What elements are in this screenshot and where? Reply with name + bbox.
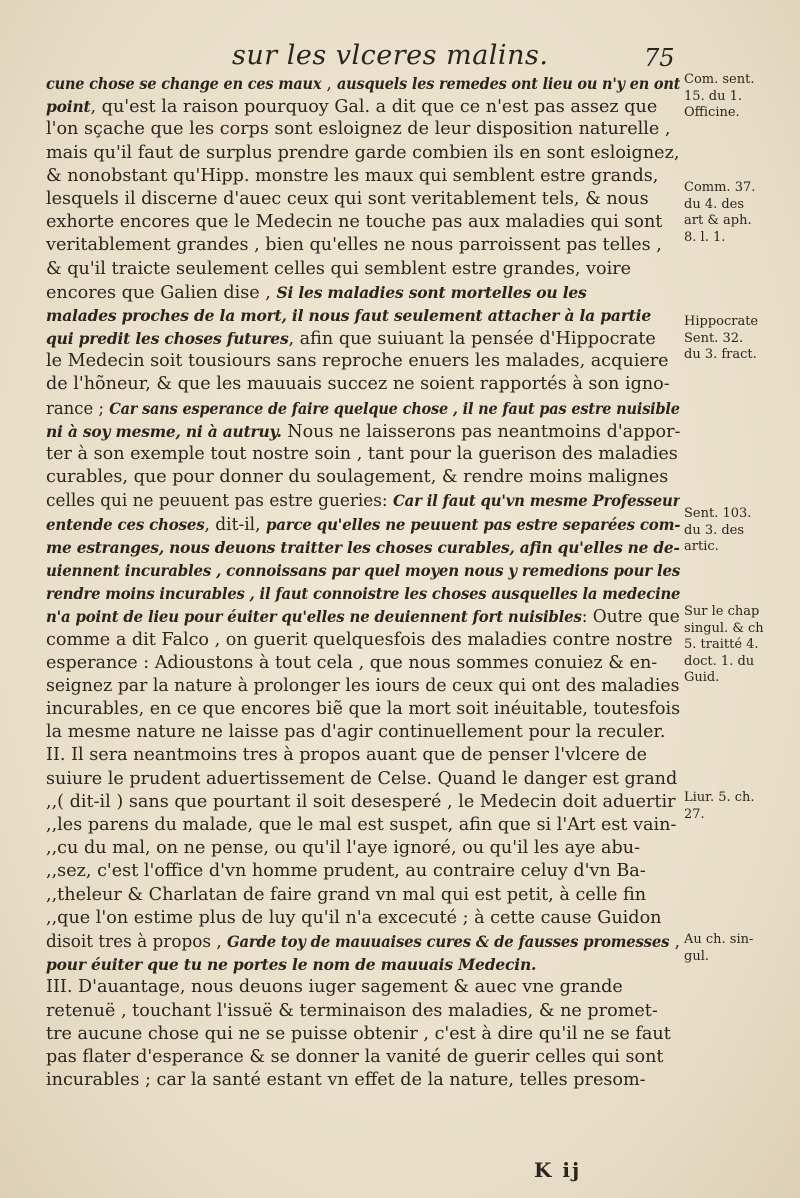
text-line <box>46 837 680 860</box>
text-line <box>46 768 680 791</box>
text-segment: , dit-il, <box>204 514 266 535</box>
text-line <box>46 1046 680 1069</box>
text-line <box>46 791 680 814</box>
text-line <box>46 605 680 628</box>
margin-note <box>684 790 796 823</box>
margin-note-line: Sent. 103. <box>684 506 752 521</box>
margin-note-line: Comm. 37. <box>684 180 756 195</box>
italic-segment: malades proches de la mort, il nous faut seulement attacher à la partie <box>46 305 651 325</box>
text-segment: , <box>669 931 680 952</box>
text-line <box>46 582 680 605</box>
italic-segment: uiennent incurables , connoissans par quel moyen nous y remedions pour les <box>46 560 681 580</box>
text-line <box>46 327 680 350</box>
text-segment: ,,cu du mal, on ne pense, ou qu'il l'aye ignoré, ou qu'il les aye abu- <box>46 838 641 859</box>
text-line <box>46 1000 680 1023</box>
italic-segment: Garde toy de mauuaises cures & de fausses promesses <box>227 931 670 951</box>
signature-mark: K ij <box>534 1158 582 1182</box>
text-segment: & qu'il traicte seulement celles qui semblent estre grandes, voire <box>46 258 632 279</box>
text-line <box>46 95 680 118</box>
text-segment: , afin que suiuant la pensée d'Hippocrate <box>288 329 656 350</box>
margin-note-line: du 3. des <box>684 522 745 538</box>
text-segment: ,,( dit-il ) sans que pourtant il soit desesperé , le Medecin doit aduertir <box>46 791 676 812</box>
margin-note <box>684 506 796 556</box>
text-segment: tre aucune chose qui ne se puisse obtenir , c'est à dire qu'il ne se faut <box>46 1023 671 1044</box>
margin-note-line: singul. & ch <box>684 620 764 636</box>
margin-note-line: 8. l. 1. <box>684 229 726 245</box>
text-line <box>46 721 680 744</box>
text-segment: la mesme nature ne laisse pas d'agir continuellement pour la reculer. <box>46 722 666 743</box>
margin-note-line: 15. du 1. <box>684 88 743 104</box>
text-segment: incurables, en ce que encores biẽ que la mort soit inéuitable, toutesfois <box>46 699 681 720</box>
italic-segment: Si les maladies sont mortelles ou les <box>276 282 587 302</box>
text-segment: incurables ; car la santé estant vn effet de la nature, telles presom- <box>46 1070 646 1091</box>
text-line <box>46 559 680 582</box>
italic-segment: n'a point de lieu pour éuiter qu'elles ne deuiennent fort nuisibles <box>46 607 582 627</box>
text-line <box>46 466 680 489</box>
text-segment: l'on sçache que les corps sont esloignez de leur disposition naturelle , <box>46 119 671 140</box>
margin-note <box>684 604 796 687</box>
text-segment: II. Il sera neantmoins tres à propos auant que de penser l'vlcere de <box>46 745 648 766</box>
text-line <box>46 304 680 327</box>
text-segment: Nous ne laisserons pas neantmoins d'appor- <box>281 421 681 442</box>
italic-segment: cune chose se change en ces maux <box>46 74 322 93</box>
text-segment: lesquels il discerne d'auec ceux qui sont veritablement tels, & nous <box>46 188 649 209</box>
text-segment: ter à son exemple tout nostre soin , tant pour la guerison des maladies <box>46 444 678 464</box>
text-line <box>46 652 680 675</box>
text-segment: comme a dit Falco , on guerit quelquesfois des maladies contre nostre <box>46 629 673 650</box>
text-line <box>46 443 680 466</box>
text-segment: de l'hõneur, & que les mauuais succez ne soient rapportés à son igno- <box>46 374 670 395</box>
text-line <box>46 1069 680 1092</box>
margin-note-line: Sent. 32. <box>684 330 744 346</box>
text-segment: ,,theleur & Charlatan de faire grand vn mal qui est petit, à celle fin <box>46 884 647 905</box>
margin-note-line: art & aph. <box>684 213 752 228</box>
page-number: 75 <box>644 44 675 72</box>
text-segment: ,,sez, c'est l'office d'vn homme prudent, au contraire celuy d'vn Ba- <box>46 861 646 882</box>
margin-note <box>684 314 796 364</box>
italic-segment: Car sans esperance de faire quelque chose , il ne faut pas estre nuisible <box>109 398 680 418</box>
text-line <box>46 397 680 420</box>
margin-note-line: artic. <box>684 539 719 554</box>
text-line <box>46 165 680 188</box>
text-line <box>46 1023 680 1046</box>
text-line <box>46 188 680 211</box>
text-line <box>46 350 680 373</box>
text-segment: celles qui ne peuuent pas estre gueries: <box>46 491 393 512</box>
text-segment: , <box>321 74 337 94</box>
text-line <box>46 489 680 512</box>
margin-note <box>684 180 796 246</box>
text-line <box>46 860 680 883</box>
margin-note-line: Au ch. sin- <box>684 932 754 947</box>
text-line <box>46 513 680 536</box>
text-segment: exhorte encores que le Medecin ne touche pas aux maladies qui sont <box>46 212 663 233</box>
text-segment: suiure le prudent aduertissement de Celse. Quand le danger est grand <box>46 768 678 789</box>
text-segment: curables, que pour donner du soulagement, & rendre moins malignes <box>46 467 669 488</box>
margin-note-line: Guid. <box>684 670 720 685</box>
text-segment: mais qu'il faut de surplus prendre garde combien ils en sont esloignez, <box>46 142 680 163</box>
italic-segment: point <box>46 97 91 117</box>
text-segment: veritablement grandes , bien qu'elles ne nous parroissent pas telles , <box>46 235 662 256</box>
margin-note-line: du 3. fract. <box>684 347 757 362</box>
margin-note-line: 5. traitté 4. <box>684 637 759 652</box>
text-segment: le Medecin soit tousiours sans reproche enuers les malades, acquiere <box>46 351 669 372</box>
italic-segment: Car il faut qu'vn mesme Professeur <box>392 491 681 511</box>
text-line <box>46 420 680 443</box>
text-segment: seignez par la nature à prolonger les iours de ceux qui ont des maladies <box>46 675 680 696</box>
margin-note-line: Hippocrate <box>684 314 759 329</box>
text-segment: disoit tres à propos , <box>46 931 228 952</box>
margin-note <box>684 72 796 122</box>
italic-segment: rendre moins incurables , il faut connoistre les choses ausquelles la medecine <box>46 584 681 604</box>
italic-segment: entende ces choses <box>46 514 205 534</box>
italic-segment: ni à soy mesme, ni à autruy. <box>46 421 282 441</box>
text-line <box>46 211 680 234</box>
margin-note-line: du 4. des <box>684 196 745 212</box>
body-text <box>46 72 680 1092</box>
margin-note-line: doct. 1. du <box>684 653 755 669</box>
text-line <box>46 744 680 767</box>
text-line <box>46 907 680 930</box>
italic-segment: ausquels les remedes ont lieu ou n'y en ont <box>336 74 680 93</box>
text-line <box>46 814 680 837</box>
text-segment: , qu'est la raison pourquoy Gal. a dit que ce n'est pas assez que <box>90 97 658 118</box>
text-line <box>46 234 680 257</box>
text-line <box>46 142 680 165</box>
text-segment: encores que Galien dise , <box>46 282 277 303</box>
text-line <box>46 118 680 141</box>
text-line <box>46 629 680 652</box>
text-line <box>46 281 680 304</box>
text-line <box>46 258 680 281</box>
text-segment: esperance : Adioustons à tout cela , que nous sommes conuiez & en- <box>46 652 658 673</box>
italic-segment: pour éuiter que tu ne portes le nom de mauuais Medecin. <box>46 955 537 975</box>
margin-note-line: Liur. 5. ch. <box>684 790 755 805</box>
margin-note-line: gul. <box>684 948 709 964</box>
text-line <box>46 953 680 976</box>
text-line <box>46 698 680 721</box>
text-line <box>46 930 680 953</box>
text-segment: III. D'auantage, nous deuons iuger sagement & auec vne grande <box>46 977 623 998</box>
text-segment: pas flater d'esperance & se donner la vanité de guerir celles qui sont <box>46 1046 664 1067</box>
text-segment: rance ; <box>46 398 110 419</box>
text-segment: ,,les parens du malade, que le mal est suspet, afin que si l'Art est vain- <box>46 815 677 835</box>
italic-segment: parce qu'elles ne peuuent pas estre separées com- <box>265 514 680 534</box>
margin-note-line: 27. <box>684 806 705 822</box>
running-title: sur les vlceres malins. <box>232 40 549 71</box>
margin-note-line: Officine. <box>684 105 740 120</box>
text-segment: retenuë , touchant l'issuë & terminaison des maladies, & ne promet- <box>46 1000 658 1021</box>
text-line <box>46 373 680 396</box>
margin-note-line: Com. sent. <box>684 72 755 87</box>
text-line <box>46 536 680 559</box>
text-segment: ,,que l'on estime plus de luy qu'il n'a excecuté ; à cette cause Guidon <box>46 907 662 928</box>
text-line <box>46 675 680 698</box>
margin-note <box>684 932 796 965</box>
text-line <box>46 72 680 95</box>
margin-note-line: Sur le chap <box>684 604 760 619</box>
text-line <box>46 884 680 907</box>
text-segment: : Outre que <box>581 607 680 628</box>
italic-segment: me estranges, nous deuons traitter les choses curables, afin qu'elles ne de- <box>46 537 680 557</box>
text-line <box>46 976 680 999</box>
italic-segment: qui predit les choses futures <box>46 329 289 349</box>
text-segment: & nonobstant qu'Hipp. monstre les maux qui semblent estre grands, <box>46 165 659 186</box>
